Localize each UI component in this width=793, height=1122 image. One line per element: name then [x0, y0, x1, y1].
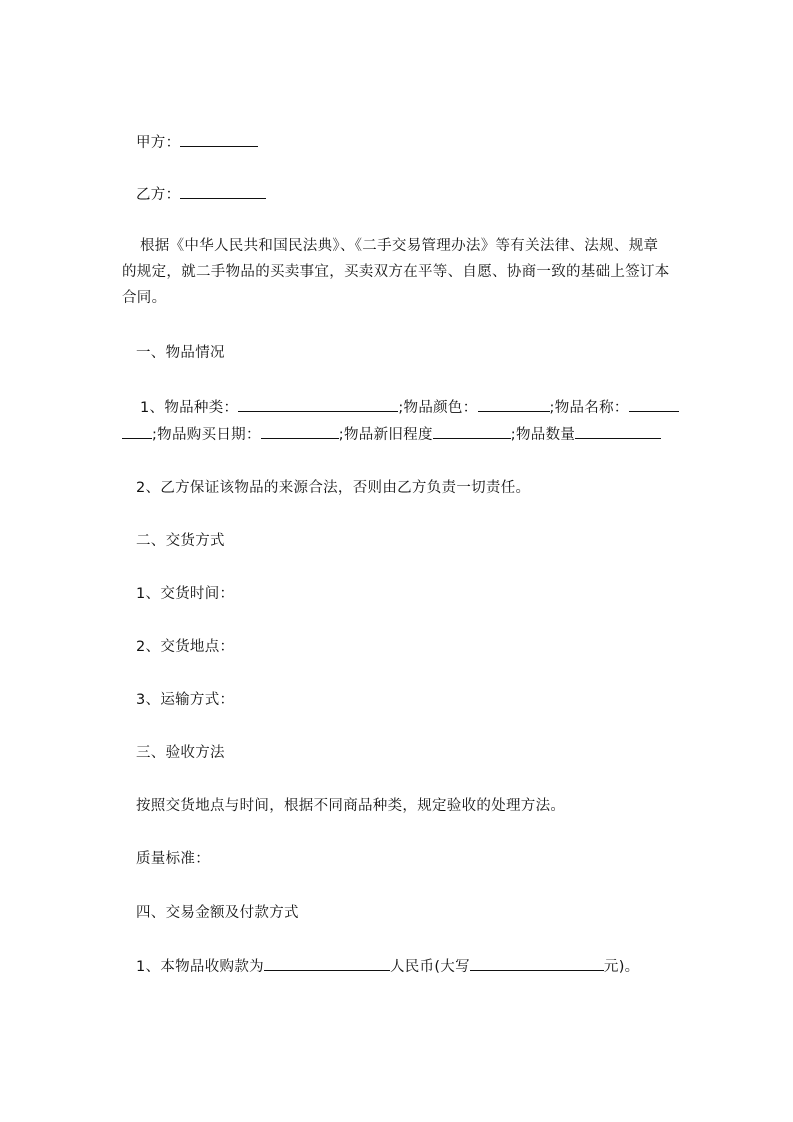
price-suffix: 元)。	[603, 959, 640, 975]
price-blank[interactable]	[264, 957, 390, 971]
section4-title: 四、交易金额及付款方式	[136, 905, 299, 921]
party-a-line	[136, 133, 258, 152]
party-b-blank[interactable]	[180, 185, 266, 199]
item-type-blank[interactable]	[238, 398, 398, 412]
condition-blank[interactable]	[433, 425, 511, 439]
purchase-date-blank[interactable]	[261, 425, 339, 439]
price-rmb-label: 人民币(大写	[389, 959, 470, 975]
purchase-date-label: ;物品购买日期：	[152, 427, 261, 443]
intro-line-1: 根据《中华人民共和国民法典》、《二手交易管理办法》等有关法律、法规、规章	[140, 238, 659, 254]
section1-title: 一、物品情况	[136, 345, 225, 361]
price-label: 1、本物品收购款为	[136, 959, 264, 975]
section1-item2: 2、乙方保证该物品的来源合法，否则由乙方负责一切责任。	[136, 480, 531, 496]
party-b-label: 乙方：	[136, 187, 181, 203]
item-name-label: ;物品名称：	[549, 400, 629, 416]
quantity-label: ;物品数量	[510, 427, 576, 443]
quantity-blank[interactable]	[575, 425, 661, 439]
item-name-blank[interactable]	[629, 398, 679, 412]
section3-text: 按照交货地点与时间，根据不同商品种类，规定验收的处理方法。	[136, 798, 566, 814]
item-name-blank-cont[interactable]	[122, 425, 152, 439]
quality-standard: 质量标准：	[136, 851, 210, 867]
section3-title: 三、验收方法	[136, 745, 225, 761]
intro-line-3: 合同。	[122, 290, 167, 306]
transport-method: 3、运输方式：	[136, 692, 235, 708]
delivery-time: 1、交货时间：	[136, 586, 235, 602]
party-a-blank[interactable]	[180, 133, 258, 147]
intro-line-2: 的规定，就二手物品的买卖事宜，买卖双方在平等、自愿、协商一致的基础上签订本	[122, 264, 670, 280]
party-b-line	[136, 185, 266, 204]
condition-label: ;物品新旧程度	[338, 427, 433, 443]
section2-title: 二、交货方式	[136, 533, 225, 549]
item-color-label: ;物品颜色：	[398, 400, 478, 416]
item-color-blank[interactable]	[478, 398, 550, 412]
party-a-label: 甲方：	[136, 135, 181, 151]
item-info-line-2	[122, 425, 661, 444]
price-line	[136, 957, 639, 976]
price-uppercase-blank[interactable]	[470, 957, 604, 971]
delivery-place: 2、交货地点：	[136, 639, 235, 655]
item-type-label: 1、物品种类：	[140, 400, 239, 416]
item-info-line-1	[140, 398, 679, 417]
